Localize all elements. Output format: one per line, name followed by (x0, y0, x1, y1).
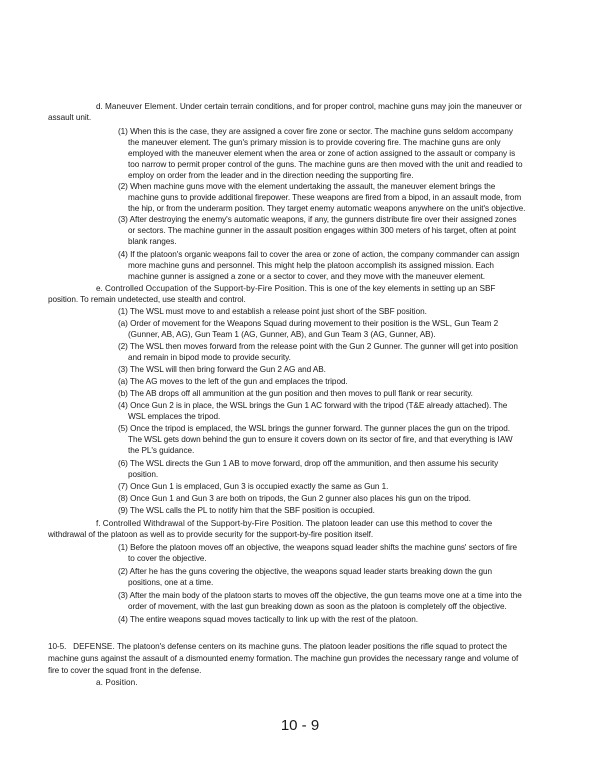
f-item-3-line-2: order of movement, with the last gun breaking down as soon as the platoon is completely off the objective. (128, 602, 507, 611)
e-item-4-line-1: (4) Once Gun 2 is in place, the WSL brings the Gun 1 AC forward with the tripod (T&E already attached). The (118, 401, 508, 410)
f-item-2-line-1: (2) After he has the guns covering the objective, the weapons squad leader starts breaking down the gun (118, 567, 492, 576)
e-item-4-line-2: WSL emplaces the tripod. (128, 412, 221, 421)
e-item-3: (3) The WSL will then bring forward the Gun 2 AG and AB. (118, 365, 326, 374)
d-item-1-line-5: employ on order from the leader and in the direction needing the supporting fire. (128, 171, 414, 180)
defense-text-3: fire to cover the squad front in the defense. (48, 666, 202, 675)
e-item-7: (7) Once Gun 1 is emplaced, Gun 3 is occupied exactly the same as Gun 1. (118, 482, 389, 491)
section-f-label: f. (96, 519, 101, 528)
e-item-3a: (a) The AG moves to the left of the gun and emplaces the tripod. (118, 377, 348, 386)
section-f-intro (96, 518, 492, 529)
section-e-intro (96, 283, 495, 294)
e-item-1: (1) The WSL must move to and establish a release point just short of the SBF position. (118, 307, 427, 316)
e-item-3b: (b) The AB drops off all ammunition at the gun position and then moves to pull flank or rear security. (118, 389, 473, 398)
f-item-4: (4) The entire weapons squad moves tactically to link up with the rest of the platoon. (118, 615, 419, 624)
section-e-heading: Controlled Occupation of the Support-by-Fire Position. (104, 284, 307, 293)
e-item-8: (8) Once Gun 1 and Gun 3 are both on tripods, the Gun 2 gunner also places his gun on the tripod. (118, 494, 471, 503)
defense-text-1: The platoon's defense centers on its machine guns. The platoon leader positions the rifle squad to protect the (116, 642, 508, 651)
page-number: 10 - 9 (280, 717, 320, 734)
section-d-label: d. (96, 102, 103, 111)
d-item-1-line-1: (1) When this is the case, they are assigned a cover fire zone or sector. The machine guns seldom accompany (118, 127, 513, 136)
e-item-6-line-1: (6) The WSL directs the Gun 1 AB to move forward, drop off the ammunition, and then assume his security (118, 459, 499, 468)
e-item-2-line-2: and remain in bipod mode to provide security. (128, 353, 291, 362)
section-d-heading: Maneuver Element. (104, 102, 178, 111)
e-item-9: (9) The WSL calls the PL to notify him that the SBF position is occupied. (118, 506, 375, 515)
section-d-intro (96, 101, 522, 112)
f-item-3-line-1: (3) After the main body of the platoon starts to moves off the objective, the gun teams move one at a time into the (118, 591, 522, 600)
e-item-2-line-1: (2) The WSL then moves forward from the release point with the Gun 2 Gunner. The gunner will get into position (118, 342, 518, 351)
e-item-5-line-2: The WSL gets down behind the gun to ensure it covers down on its sector of fire, and that everything is IAW (128, 435, 513, 444)
e-item-1a-line-1: (a) Order of movement for the Weapons Squad during movement to their position is the WSL, Gun Team 2 (118, 319, 499, 328)
section-e-intro-line-1: This is one of the key elements in setting up an SBF (309, 284, 496, 293)
d-item-4-line-3: machine gunner is assigned a zone or a sector to cover, and they move with the maneuver element. (128, 272, 486, 281)
defense-heading: DEFENSE. (73, 642, 115, 651)
f-item-1-line-1: (1) Before the platoon moves off an objective, the weapons squad leader shifts the machine guns' sectors of fire (118, 543, 518, 552)
e-item-6-line-2: position. (128, 470, 159, 479)
d-item-3-line-1: (3) After destroying the enemy's automatic weapons, if any, the gunners distribute fire over their assigned zones (118, 215, 517, 224)
section-d-intro-line-1: Under certain terrain conditions, and for proper control, machine guns may join the maneuver or (179, 102, 522, 111)
d-item-3-line-3: blank ranges. (128, 237, 177, 246)
defense-sub-a: a. Position. (96, 678, 138, 687)
f-item-2-line-2: positions, one at a time. (128, 578, 214, 587)
section-f-intro-line-2: withdrawal of the platoon as well as to provide security for the support-by-fire position itself. (48, 530, 374, 539)
section-d-intro-line-2: assault unit. (48, 113, 92, 122)
d-item-2-line-2: machine guns to provide additional firepower. These weapons are fired from a bipod, in an assault mode, from (128, 193, 522, 202)
section-f-heading: Controlled Withdrawal of the Support-by-Fire Position. (102, 519, 304, 528)
d-item-1-line-4: too narrow to permit proper control of the guns. The machine guns are then moved with the unit and readied to (128, 160, 523, 169)
defense-line-1 (48, 641, 507, 652)
e-item-1a-line-2: (Gunner, AB, AG), Gun Team 1 (AG, Gunner, AB), and Gun Team 3 (AG, Gunner, AB). (128, 330, 436, 339)
d-item-2-line-3: the hip, or from the underarm position. They target enemy automatic weapons anywhere on the unit's objective. (128, 204, 526, 213)
d-item-4-line-1: (4) If the platoon's organic weapons fail to cover the area or zone of action, the company commander can assign (118, 250, 520, 259)
f-item-1-line-2: to cover the objective. (128, 554, 207, 563)
defense-number: 10-5. (48, 642, 67, 651)
section-e-intro-line-2: position. To remain undetected, use stealth and control. (48, 295, 246, 304)
e-item-5-line-1: (5) Once the tripod is emplaced, the WSL brings the gunner forward. The gunner places the gun on the tripod. (118, 424, 510, 433)
d-item-1-line-2: the maneuver element. The gun's primary mission is to provide covering fire. The machine guns are only (128, 138, 501, 147)
d-item-4-line-2: more machine guns and personnel. This might help the platoon accomplish its assigned mission. Each (128, 261, 494, 270)
section-f-intro-line-1: The platoon leader can use this method to cover the (305, 519, 493, 528)
d-item-2-line-1: (2) When machine guns move with the element undertaking the assault, the maneuver element brings the (118, 182, 496, 191)
d-item-1-line-3: employed with the maneuver element when the area or zone of action assigned to the assault or company is (128, 149, 516, 158)
section-e-label: e. (96, 284, 103, 293)
d-item-3-line-2: or sectors. The machine gunner in the assault position engages within 300 meters of his target, often at point (128, 226, 517, 235)
defense-text-2: machine guns against the assault of a dismounted enemy formation. The machine gun provides the necessary range and volume of (48, 654, 519, 663)
e-item-5-line-3: the PL's guidance. (128, 446, 195, 455)
